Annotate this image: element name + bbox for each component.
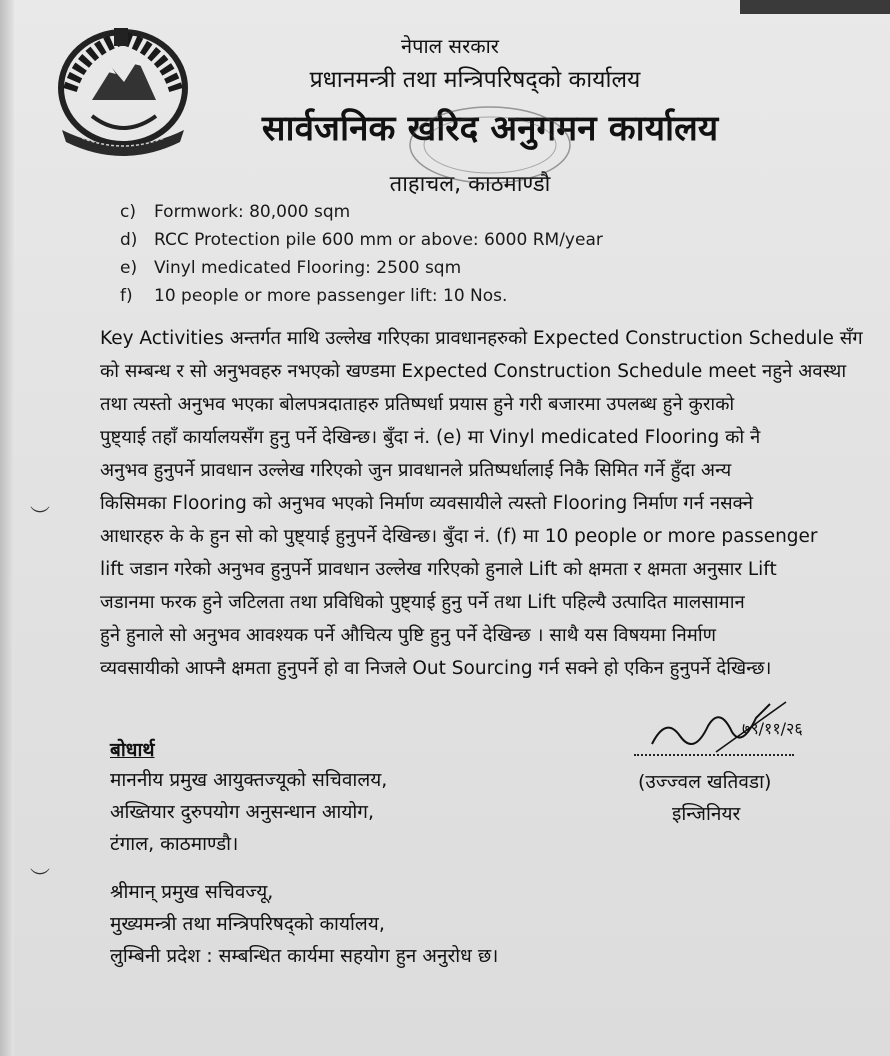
- address-line: लुम्बिनी प्रदेश : सम्बन्धित कार्यमा सहयोग हुन अनुरोध छ।: [110, 945, 499, 967]
- government-name: नेपाल सरकार: [401, 34, 499, 58]
- address-line: श्रीमान् प्रमुख सचिवज्यू,: [110, 881, 274, 903]
- paragraph-line: अनुभव हुनुपर्ने प्रावधान उल्लेख गरिएको जुन प्रावधानले प्रतिष्पर्धालाई निकै सिमित गर्ने हुँदा अन्य: [100, 460, 732, 481]
- office-title: सार्वजनिक खरिद अनुगमन कार्यालय: [261, 109, 719, 149]
- list-item-text: Vinyl medicated Flooring: 2500 sqm: [154, 258, 462, 278]
- paragraph-line: किसिमका Flooring को अनुभव भएको निर्माण व्यवसायीले त्यस्तो Flooring निर्माण गर्न नसक्ने: [100, 493, 754, 514]
- list-item-key: d): [120, 230, 138, 250]
- handwritten-signature-icon: [646, 696, 806, 756]
- list-item: [120, 282, 680, 310]
- list-item-text: Formwork: 80,000 sqm: [154, 202, 351, 222]
- background-edge: [740, 0, 890, 14]
- paragraph-line: Key Activities अन्तर्गत माथि उल्लेख गरिएका प्रावधानहरुको Expected Construction Schedule सँग: [100, 328, 863, 349]
- cc-recipient-2: [110, 876, 498, 972]
- cc-heading: बोधार्थ: [110, 739, 155, 761]
- list-item: [120, 254, 680, 282]
- signature-line: [634, 754, 794, 756]
- nepal-government-emblem-icon: [52, 20, 194, 160]
- signature-block: [610, 696, 810, 836]
- list-item-text: 10 people or more passenger lift: 10 Nos.: [154, 286, 508, 306]
- address-line: मुख्यमन्त्री तथा मन्त्रिपरिषद्को कार्यालय,: [110, 913, 385, 935]
- paragraph-line: व्यवसायीको आफ्नै क्षमता हुनुपर्ने हो वा निजले Out Sourcing गर्न सक्ने हो एकिन हुनुपर्ने देखिन्छ।: [100, 658, 772, 679]
- office-location: ताहाचल, काठमाण्डौ: [389, 172, 551, 197]
- list-item: [120, 226, 680, 254]
- list-item: [120, 198, 680, 226]
- paragraph-line: तथा त्यस्तो अनुभव भएका बोलपत्रदाताहरु प्रतिष्पर्धा प्रयास हुने गरी बजारमा उपलब्ध हुने कुराको: [100, 394, 735, 415]
- address-line: टंगाल, काठमाण्डौ।: [110, 833, 239, 855]
- paragraph-line: आधारहरु के के हुन सो को पुष्ट्याई हुनुपर्ने देखिन्छ। बुँदा नं. (f) मा 10 people or more passenger: [100, 526, 818, 547]
- signature-date: ७९/११/२६: [742, 719, 803, 738]
- cc-recipient-1: [110, 764, 387, 860]
- margin-mark-icon: ︶: [30, 866, 50, 890]
- signatory-name: (उज्ज्वल खतिवडा): [638, 771, 772, 793]
- list-item-text: RCC Protection pile 600 mm or above: 6000 RM/year: [154, 230, 603, 250]
- list-item-key: c): [120, 202, 136, 222]
- body-paragraph: [100, 322, 868, 685]
- list-item-key: f): [120, 286, 133, 306]
- requirement-list: [120, 198, 680, 310]
- page-edge-shadow: [0, 0, 14, 1056]
- paragraph-line: जडानमा फरक हुने जटिलता तथा प्रविधिको पुष्ट्याई हुनु पर्ने तथा Lift पहिल्यै उत्पादित मालसामान: [100, 592, 745, 613]
- paragraph-line: हुने हुनाले सो अनुभव आवश्यक पर्ने औचित्य पुष्टि हुनु पर्ने देखिन्छ । साथै यस विषयमा निर्माण: [100, 625, 717, 646]
- paragraph-line: को सम्बन्ध र सो अनुभवहरु नभएको खण्डमा Expected Construction Schedule meet नहुने अवस्था: [100, 361, 847, 382]
- office-stamp-icon: [400, 100, 580, 190]
- margin-mark-icon: ︶: [30, 504, 50, 528]
- address-line: अख्तियार दुरुपयोग अनुसन्धान आयोग,: [110, 801, 375, 823]
- signatory-title: इन्जिनियर: [672, 803, 741, 825]
- list-item-key: e): [120, 258, 138, 278]
- paragraph-line: पुष्ट्याई तहाँ कार्यालयसँग हुनु पर्ने देखिन्छ। बुँदा नं. (e) मा Vinyl medicated Flooring को नै: [100, 427, 761, 448]
- paragraph-line: lift जडान गरेको अनुभव हुनुपर्ने प्रावधान उल्लेख गरिएको हुनाले Lift को क्षमता र क्षमता अनुसार Lift: [100, 559, 777, 580]
- ministry-name: प्रधानमन्त्री तथा मन्त्रिपरिषद्को कार्यालय: [309, 67, 641, 93]
- address-line: माननीय प्रमुख आयुक्तज्यूको सचिवालय,: [110, 769, 388, 791]
